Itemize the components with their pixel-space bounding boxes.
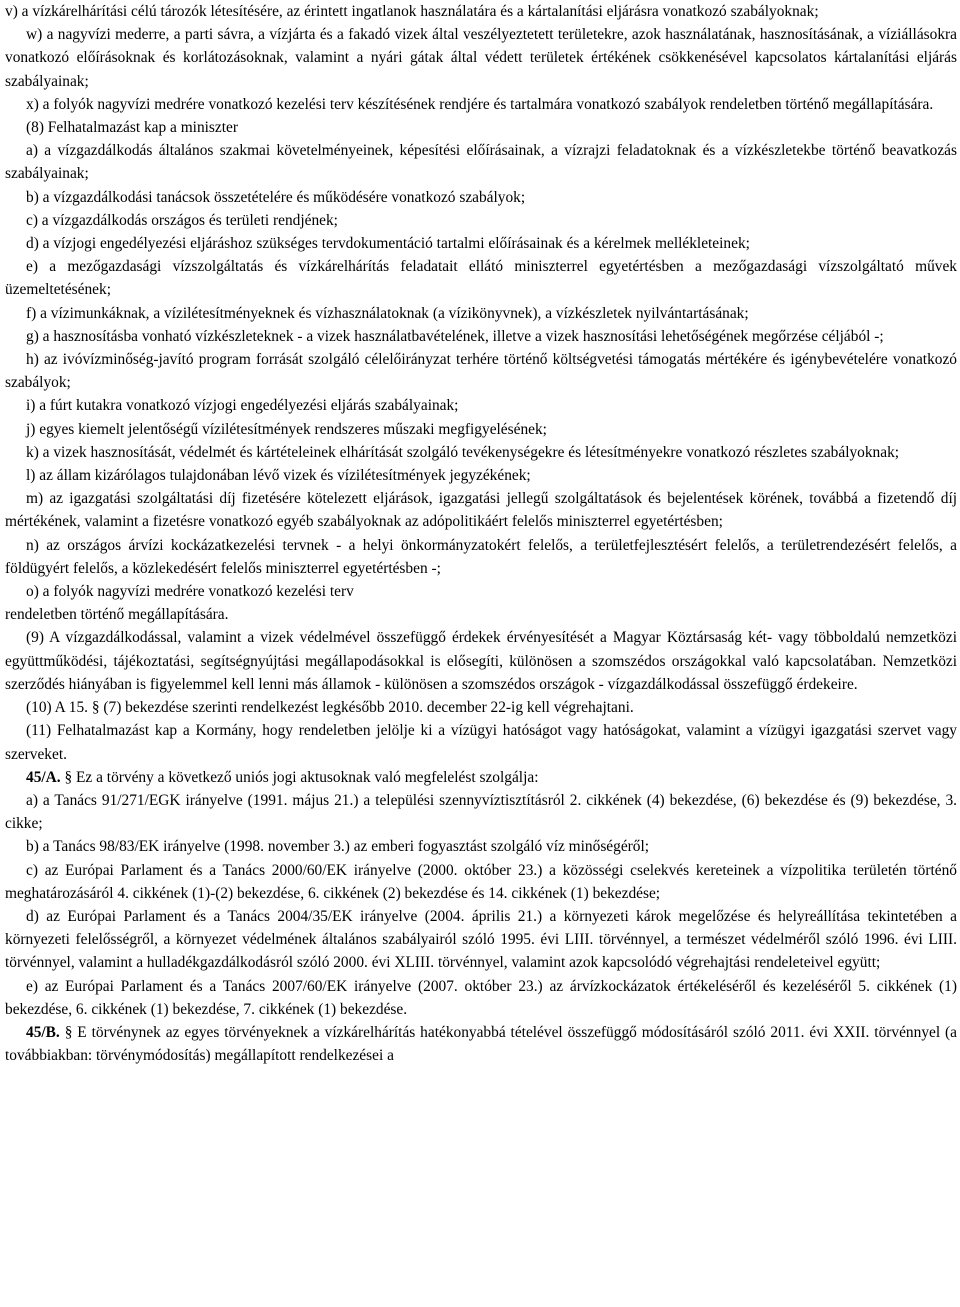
- paragraph-text: § E törvénynek az egyes törvényeknek a vízkárelhárítás hatékonyabbá tételével összefüggő módosításáról szóló 2011. évi XXII. törvénnyel (a továbbiakban: törvénymódosítás) megállapított rendelkezései a: [5, 1023, 957, 1065]
- paragraph-8l: [5, 464, 957, 487]
- paragraph-text: (11) Felhatalmazást kap a Kormány, hogy rendeletben jelölje ki a vízügyi hatóságot vagy hatóságokat, valamint a vízügyi igazgatási szervet vagy szerveket.: [5, 722, 957, 763]
- paragraph-v: [5, 0, 957, 23]
- paragraph-9: [5, 626, 957, 696]
- paragraph-text: g) a hasznosításba vonható vízkészleteknek - a vizek használatbavételének, illetve a vizek hasznosítási lehetőségének megőrzése céljából -;: [26, 327, 884, 345]
- paragraph-10: [5, 696, 957, 719]
- paragraph-text: h) az ivóvízminőség-javító program forrását szolgáló célelőirányzat terhére történő költségvetési támogatás mértékére és igénybevételére vonatkozó szabályok;: [5, 351, 957, 392]
- paragraph-8g: [5, 325, 957, 348]
- paragraph-8h: [5, 348, 957, 394]
- paragraph-45a-a: [5, 789, 957, 835]
- paragraph-text: § Ez a törvény a következő uniós jogi aktusoknak való megfelelést szolgálja:: [60, 768, 539, 786]
- paragraph-45a-e: [5, 975, 957, 1021]
- paragraph-text: d) az Európai Parlament és a Tanács 2004/35/EK irányelve (2004. április 21.) a környezeti károk megelőzése és helyreállítása tekintetében a környezeti felelősségről, a környezet védelmének általános szabályairól szóló 1995. évi LIII. törvénnyel, a természet védelméről szóló 1996. évi LIII. törvénnyel, valamint a hulladékgazdálkodásról szóló 2000. évi XLIII. törvénnyel, valamint azok kapcsolódó végrehajtási rendeleteivel együtt;: [5, 907, 957, 972]
- paragraph-text: w) a nagyvízi mederre, a parti sávra, a vízjárta és a fakadó vizek által veszélyeztetett területekre, azok használatának, hasznosításának, a víziállásokra vonatkozó előírásoknak és korlátozásoknak, valamint a nyári gátak által védett területek értékének csökkenésével kapcsolatos kártalanítási eljárás szabályainak;: [5, 26, 957, 90]
- paragraph-w: [5, 23, 957, 93]
- section-number: 45/B.: [26, 1023, 60, 1041]
- paragraph-8a: [5, 139, 957, 185]
- paragraph-8: [5, 116, 957, 139]
- paragraph-text: a) a Tanács 91/271/EGK irányelve (1991. május 21.) a települési szennyvíztisztításról 2. cikkének (4) bekezdése, (6) bekezdése és (9) bekezdése, 3. cikke;: [5, 791, 957, 833]
- paragraph-text: i) a fúrt kutakra vonatkozó vízjogi engedélyezési eljárás szabályainak;: [26, 397, 459, 415]
- paragraph-text: k) a vizek hasznosítását, védelmét és kártételeinek elhárítását szolgáló tevékenységekre és létesítményekre vonatkozó részletes szabályoknak;: [26, 443, 900, 461]
- paragraph-text: (10) A 15. § (7) bekezdése szerinti rendelkezést legkésőbb 2010. december 22-ig kell végrehajtani.: [26, 699, 634, 717]
- paragraph-8m: [5, 487, 957, 533]
- section-number: 45/A.: [26, 768, 61, 786]
- section-45a: [5, 766, 957, 789]
- paragraph-text: o) a folyók nagyvízi medrére vonatkozó kezelési terv: [26, 583, 354, 601]
- paragraph-text: e) az Európai Parlament és a Tanács 2007/60/EK irányelve (2007. október 23.) az árvízkockázatok értékeléséről és kezeléséről 5. cikkének (1) bekezdése, 6. cikkének (1) bekezdése, 7. cikkének (1) bekezdése.: [5, 977, 957, 1018]
- section-45b: [5, 1021, 957, 1067]
- paragraph-8e: [5, 255, 957, 301]
- paragraph-11: [5, 719, 957, 765]
- paragraph-8j: [5, 418, 957, 441]
- paragraph-8k: [5, 441, 957, 464]
- paragraph-text: b) a vízgazdálkodási tanácsok összetételére és működésére vonatkozó szabályok;: [26, 188, 526, 206]
- paragraph-text: a) a vízgazdálkodás általános szakmai követelményeinek, képesítési előírásainak, a vízrajzi feladatoknak és a vízkészletekbe történő beavatkozás szabályainak;: [5, 142, 957, 183]
- paragraph-text: j) egyes kiemelt jelentőségű vízilétesítmények rendszeres műszaki megfigyelésének;: [26, 420, 547, 438]
- paragraph-8o: [5, 580, 957, 603]
- paragraph-text: rendeletben történő megállapítására.: [5, 606, 229, 624]
- paragraph-text: b) a Tanács 98/83/EK irányelve (1998. november 3.) az emberi fogyasztást szolgáló víz minőségéről;: [26, 838, 650, 856]
- paragraph-45a-b: [5, 835, 957, 858]
- paragraph-x: [5, 93, 957, 116]
- paragraph-text: c) az Európai Parlament és a Tanács 2000/60/EK irányelve (2000. október 23.) a közösségi cselekvés kereteinek a vízpolitika területén történő meghatározásáról 4. cikkének (1)-(2) bekezdése, 6. cikkének (2) bekezdése és 14. cikkének (1) bekezdése;: [5, 861, 957, 902]
- paragraph-text: (8) Felhatalmazást kap a miniszter: [26, 119, 238, 137]
- paragraph-text: f) a vízimunkáknak, a vízilétesítményeknek és vízhasználatoknak (a vízikönyvnek), a vízkészletek nyilvántartásának;: [26, 304, 749, 322]
- paragraph-8f: [5, 302, 957, 325]
- paragraph-45a-c: [5, 859, 957, 905]
- paragraph-8c: [5, 209, 957, 232]
- paragraph-45a-d: [5, 905, 957, 975]
- paragraph-8i: [5, 394, 957, 417]
- paragraph-text: x) a folyók nagyvízi medrére vonatkozó kezelési terv készítésének rendjére és tartalmára vonatkozó szabályok rendeletben történő megállapítására.: [26, 95, 934, 113]
- paragraph-8d: [5, 232, 957, 255]
- paragraph-8b: [5, 186, 957, 209]
- paragraph-text: m) az igazgatási szolgáltatási díj fizetésére kötelezett eljárások, igazgatási jellegű szolgáltatások és bejelentések körének, továbbá a fizetendő díj mértékének, valamint a fizetésre vonatkozó egyéb szabályoknak az adópolitikáért felelős miniszterrel egyetértésben;: [5, 490, 957, 531]
- paragraph-text: e) a mezőgazdasági vízszolgáltatás és vízkárelhárítás feladatait ellátó miniszterrel egyetértésben a mezőgazdasági vízszolgáltató művek üzemeltetésének;: [5, 258, 957, 299]
- paragraph-text: v) a vízkárelhárítási célú tározók létesítésére, az érintett ingatlanok használatára és a kártalanítási eljárásra vonatkozó szabályoknak;: [5, 3, 819, 20]
- paragraph-text: c) a vízgazdálkodás országos és területi rendjének;: [26, 211, 338, 229]
- paragraph-text: l) az állam kizárólagos tulajdonában lévő vizek és vízilétesítmények jegyzékének;: [26, 467, 531, 485]
- paragraph-text: (9) A vízgazdálkodással, valamint a vizek védelmével összefüggő érdekek érvényesítését a Magyar Köztársaság két- vagy többoldalú nemzetközi együttműködési, tájékoztatási, segítségnyújtási megállapodásokkal is elősegíti, különösen a szomszédos országokkal való kapcsolatában. Nemzetközi szerződés hiányában is figyelemmel kell lenni más államok - különösen a szomszédos országok - vízgazdálkodással összefüggő érdekeire.: [5, 629, 957, 693]
- paragraph-8n: [5, 534, 957, 580]
- paragraph-text: n) az országos árvízi kockázatkezelési tervnek - a helyi önkormányzatokért felelős, a területfejlesztésért felelős, a területrendezésért felelős, a földügyért felelős, a közlekedésért felelős miniszterrel egyetértésben -;: [5, 536, 957, 577]
- paragraph-text: d) a vízjogi engedélyezési eljáráshoz szükséges tervdokumentáció tartalmi előírásainak és a kérelmek mellékleteinek;: [26, 235, 750, 253]
- paragraph-8-closing: [5, 603, 957, 626]
